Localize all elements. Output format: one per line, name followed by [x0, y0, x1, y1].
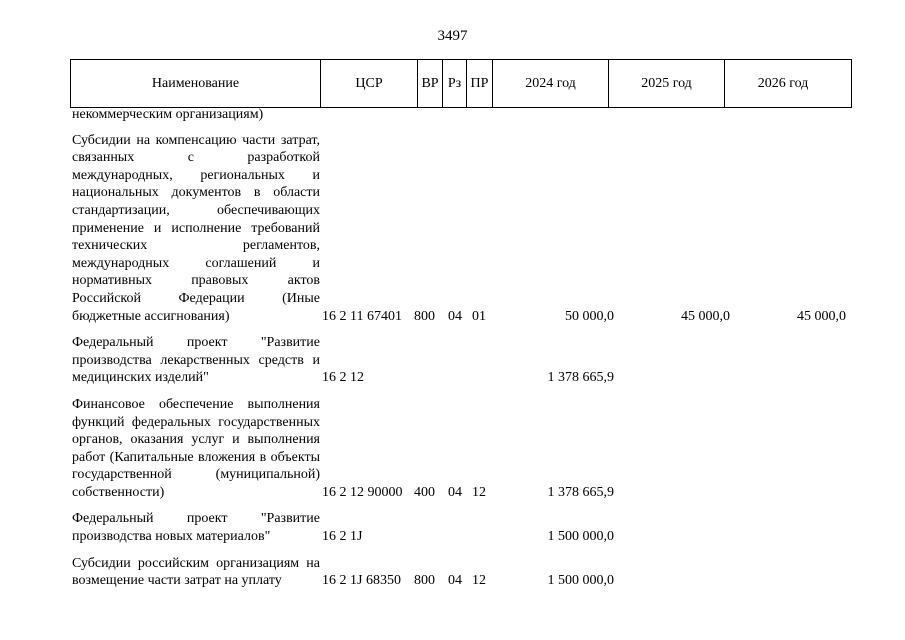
header-vr: ВР [418, 60, 443, 107]
header-rz: Рз [443, 60, 467, 107]
header-2026: 2026 год [757, 75, 809, 91]
row-name: Федеральный проект "Развитие производства новых материалов" [72, 511, 320, 545]
row-2024: 1 500 000,0 [547, 529, 614, 545]
row-name: Финансовое обеспечение выполнения функций федеральных государственных органов, оказания услуг и выполнения работ (Капитальные вложения в объекты государственной (муниципальной) собственности) [72, 396, 320, 500]
row-name: Субсидии российским организациям на возмещение части затрат на уплату [72, 555, 320, 589]
row-csr: 16 2 11 67401 [322, 308, 402, 324]
table-row [72, 334, 852, 387]
row-csr: 16 2 1J 68350 [322, 573, 401, 589]
row-vr: 800 [414, 573, 435, 589]
row-2024: 50 000,0 [565, 308, 614, 324]
header-csr: ЦСР [321, 60, 418, 107]
table-row [72, 132, 852, 326]
header-2025: 2025 год [609, 60, 725, 107]
row-2024: 1 378 665,9 [547, 484, 614, 500]
row-2026: 45 000,0 [797, 308, 846, 324]
page-number: 3497 [437, 28, 468, 44]
row-2024: 1 378 665,9 [547, 370, 614, 386]
table-row [72, 510, 852, 545]
row-csr: 16 2 12 90000 [322, 484, 403, 500]
table-row [72, 396, 852, 502]
row-vr: 800 [414, 308, 435, 324]
row-pr: 12 [472, 484, 486, 500]
row-name: некоммерческим организациям) [72, 107, 264, 122]
row-csr: 16 2 1J [322, 529, 363, 545]
row-csr: 16 2 12 [322, 370, 364, 386]
header-2024: 2024 год [493, 60, 609, 107]
table-header [70, 59, 852, 108]
table-body [72, 106, 852, 599]
table-row [72, 106, 852, 124]
row-rz: 04 [448, 573, 462, 589]
row-pr: 12 [472, 573, 486, 589]
row-pr: 01 [472, 308, 486, 324]
row-rz: 04 [448, 484, 462, 500]
table-row [72, 555, 852, 590]
row-vr: 400 [414, 484, 435, 500]
row-rz: 04 [448, 308, 462, 324]
row-2024: 1 500 000,0 [547, 573, 614, 589]
row-name: Субсидии на компенсацию части затрат, связанных с разработкой международных, региональных и национальных документов в области стандартизации, обеспечивающих применение и исполнение требований технических регламентов, международных соглашений и нормативных правовых актов Российской Федерации (Иные бюджетные ассигнования) [72, 132, 320, 324]
header-name: Наименование [71, 60, 321, 107]
row-name: Федеральный проект "Развитие производства лекарственных средств и медицинских изделий" [72, 335, 320, 386]
header-pr: ПР [467, 60, 493, 107]
row-2025: 45 000,0 [681, 308, 730, 324]
